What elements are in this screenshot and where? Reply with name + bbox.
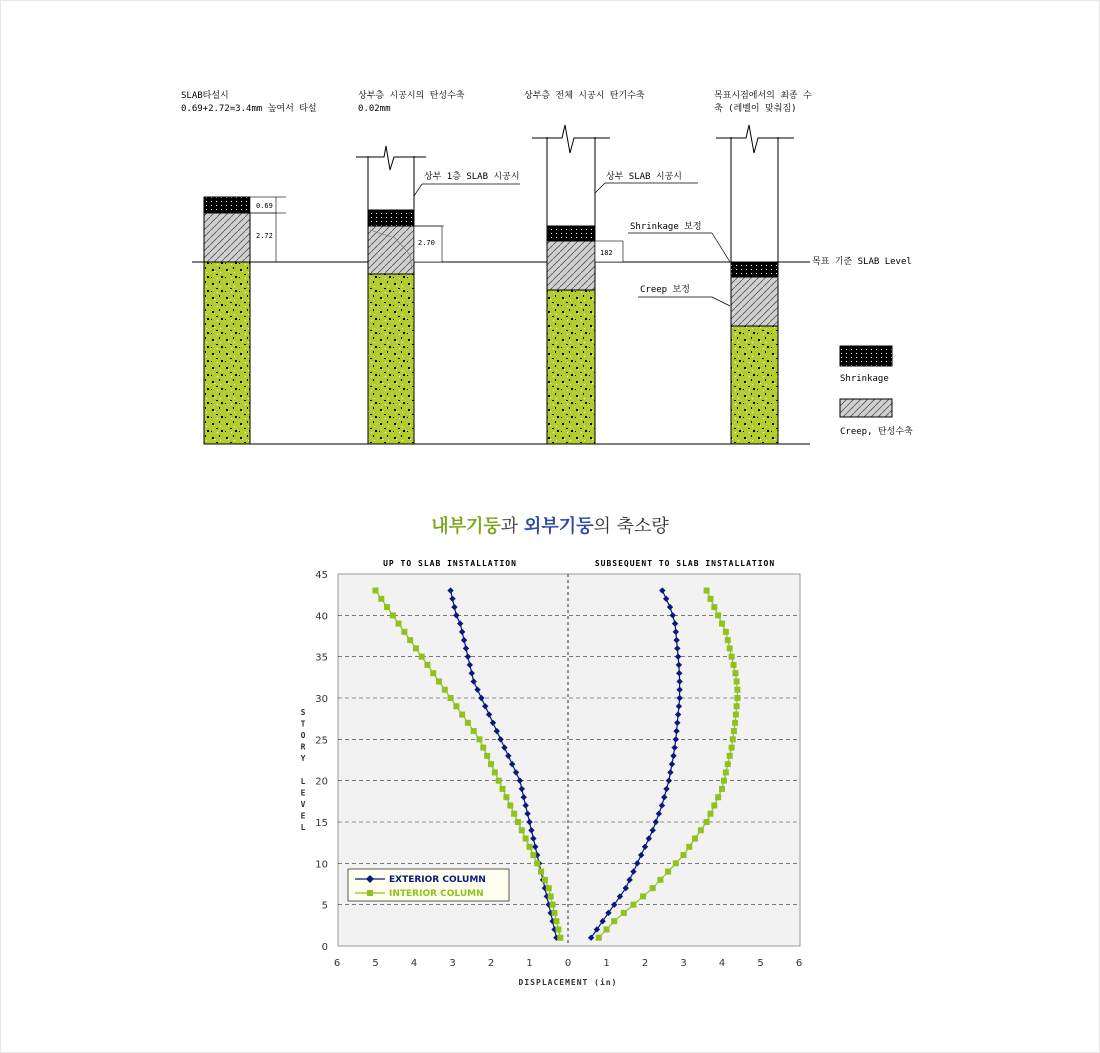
heading-interior: 내부기둥: [431, 516, 501, 537]
data-point: [552, 910, 558, 916]
data-point: [557, 935, 563, 941]
header-right: SUBSEQUENT TO SLAB INSTALLATION: [594, 559, 776, 568]
stage2-label-line1: 상부층 시공시의 탄성수축: [358, 91, 465, 101]
data-point: [476, 736, 482, 742]
data-point: [731, 662, 737, 668]
legend-shrinkage-label: Shrinkage: [840, 374, 889, 384]
data-point: [453, 703, 459, 709]
data-point: [503, 794, 509, 800]
x-tick-2: 4: [410, 958, 418, 969]
data-point: [734, 678, 740, 684]
data-point: [731, 728, 737, 734]
data-point: [698, 827, 704, 833]
data-point: [681, 852, 687, 858]
upper-slab-label: 상부 SLAB 시공시: [606, 172, 682, 182]
data-point: [507, 802, 513, 808]
y-tick-25: 25: [315, 735, 328, 747]
legend-interior-marker: [367, 890, 373, 896]
y-tick-20: 20: [315, 776, 328, 788]
data-point: [500, 786, 506, 792]
y-tick-45: 45: [315, 570, 328, 581]
data-point: [711, 604, 717, 610]
x-tick-5: 1: [526, 958, 533, 969]
heading-and: 과: [500, 516, 524, 537]
data-point: [401, 629, 407, 635]
x-tick-10: 4: [718, 958, 726, 969]
legend-creep-label: Creep, 탄성수축: [840, 427, 913, 437]
data-point: [719, 786, 725, 792]
data-point: [471, 728, 477, 734]
data-point: [604, 926, 610, 932]
legend-interior-label: INTERIOR COLUMN: [389, 889, 484, 899]
data-point: [515, 819, 521, 825]
data-point: [527, 844, 533, 850]
y-tick-labels: [315, 570, 328, 953]
data-point: [442, 687, 448, 693]
data-point: [534, 860, 540, 866]
data-point: [519, 827, 525, 833]
data-point: [723, 629, 729, 635]
data-point: [727, 753, 733, 759]
data-point: [492, 769, 498, 775]
data-point: [459, 712, 465, 718]
dim-272-label: 2.72: [256, 232, 273, 240]
data-point: [732, 720, 738, 726]
data-point: [734, 687, 740, 693]
y-axis-label-char: L: [300, 823, 306, 832]
data-point: [640, 893, 646, 899]
data-point: [719, 621, 725, 627]
y-axis-label-char: Y: [300, 754, 306, 763]
data-point: [496, 778, 502, 784]
data-point: [665, 869, 671, 875]
data-point: [484, 753, 490, 759]
data-point: [396, 621, 402, 627]
data-point: [686, 844, 692, 850]
data-point: [725, 637, 731, 643]
y-axis-label-char: R: [300, 742, 306, 752]
data-point: [548, 893, 554, 899]
data-point: [711, 802, 717, 808]
data-point: [650, 885, 656, 891]
data-point: [673, 860, 679, 866]
y-axis-label-char: E: [300, 788, 306, 798]
stage4-label-line1: 목표시점에서의 최종 수: [714, 91, 812, 101]
data-point: [546, 885, 552, 891]
y-tick-10: 10: [315, 859, 328, 871]
data-point: [723, 769, 729, 775]
data-point: [436, 678, 442, 684]
data-point: [715, 794, 721, 800]
x-tick-7: 1: [603, 958, 610, 969]
creep-correction-label: Creep 보정: [640, 285, 690, 295]
data-point: [465, 720, 471, 726]
data-point: [553, 918, 559, 924]
x-tick-8: 2: [641, 958, 649, 969]
x-tick-0: 6: [333, 958, 341, 969]
data-point: [407, 637, 413, 643]
data-point: [692, 836, 698, 842]
stage2-label-line2: 0.02mm: [358, 104, 391, 114]
data-point: [621, 910, 627, 916]
data-point: [488, 761, 494, 767]
data-point: [611, 918, 617, 924]
y-axis-label-char: O: [300, 731, 306, 740]
data-point: [725, 761, 731, 767]
data-point: [538, 869, 544, 875]
data-point: [424, 662, 430, 668]
data-point: [419, 654, 425, 660]
chart-legend: [348, 869, 509, 901]
data-point: [630, 902, 636, 908]
data-point: [413, 645, 419, 651]
data-point: [732, 670, 738, 676]
data-point: [657, 877, 663, 883]
data-point: [729, 654, 735, 660]
y-axis-label-char: E: [300, 811, 306, 821]
data-point: [707, 811, 713, 817]
data-point: [555, 926, 561, 932]
y-tick-30: 30: [315, 694, 328, 705]
y-tick-5: 5: [321, 900, 328, 912]
x-tick-4: 2: [487, 958, 495, 969]
stage4-label-line2: 축 (레벨이 맞춰짐): [714, 104, 797, 114]
data-point: [715, 612, 721, 618]
header-left: UP TO SLAB INSTALLATION: [383, 559, 517, 568]
data-point: [530, 852, 536, 858]
stage3-label-line1: 상부층 전체 시공시 탄기수축: [524, 91, 645, 101]
stage1-label-line2: 0.69+2.72=3.4mm 높여서 타설: [181, 104, 317, 114]
data-point: [704, 819, 710, 825]
x-tick-3: 3: [449, 958, 456, 969]
data-point: [378, 596, 384, 602]
data-point: [721, 778, 727, 784]
y-tick-15: 15: [315, 818, 328, 829]
target-level-label: 목표 기준 SLAB Level: [812, 257, 912, 267]
y-axis-label-char: T: [300, 719, 306, 729]
data-point: [727, 645, 733, 651]
data-point: [430, 670, 436, 676]
dim-182-label: 182: [600, 249, 613, 257]
y-tick-35: 35: [315, 652, 328, 664]
y-tick-0: 0: [321, 942, 328, 953]
x-tick-labels: [334, 958, 802, 969]
data-point: [550, 902, 556, 908]
y-axis-label: [301, 708, 306, 832]
data-point: [734, 695, 740, 701]
legend-exterior-label: EXTERIOR COLUMN: [389, 875, 486, 885]
heading-exterior: 외부기둥: [523, 516, 594, 537]
data-point: [733, 712, 739, 718]
x-tick-11: 5: [757, 958, 764, 969]
data-point: [596, 935, 602, 941]
x-axis-label: DISPLACEMENT (in): [518, 978, 618, 987]
data-point: [707, 596, 713, 602]
y-tick-40: 40: [315, 611, 328, 623]
upper-1-slab-label: 상부 1층 SLAB 시공시: [424, 172, 520, 182]
data-point: [734, 703, 740, 709]
data-point: [511, 811, 517, 817]
data-point: [390, 612, 396, 618]
x-tick-12: 6: [795, 958, 803, 969]
data-point: [729, 745, 735, 751]
x-tick-1: 5: [372, 958, 379, 969]
y-axis-label-char: L: [300, 777, 306, 786]
data-point: [730, 736, 736, 742]
y-axis-label-char: S: [300, 708, 306, 717]
x-tick-6: 0: [564, 958, 572, 969]
data-point: [542, 877, 548, 883]
data-point: [384, 604, 390, 610]
data-point: [480, 745, 486, 751]
shrinkage-correction-label: Shrinkage 보정: [630, 222, 702, 232]
stage1-label-line1: SLAB타설시: [181, 91, 229, 101]
data-point: [373, 588, 379, 594]
x-tick-9: 3: [680, 958, 687, 969]
heading-suffix: 의 축소량: [593, 516, 669, 537]
dim-069-label: 0.69: [256, 202, 273, 210]
dim-270-label: 2.70: [418, 239, 435, 247]
data-point: [704, 588, 710, 594]
data-point: [523, 836, 529, 842]
data-point: [448, 695, 454, 701]
y-axis-label-char: V: [300, 800, 306, 809]
